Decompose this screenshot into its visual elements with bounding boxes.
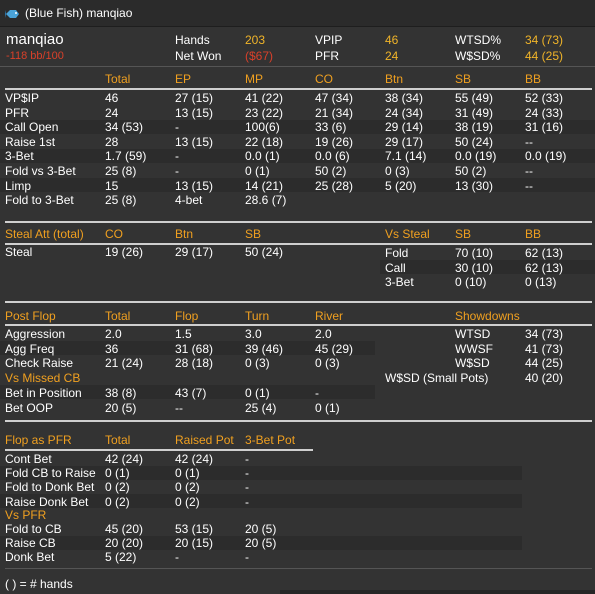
- missed-cb-row-label: Bet in Position: [5, 386, 82, 400]
- vs-pfr-row-label: Donk Bet: [5, 550, 55, 565]
- preflop-header-mp: MP: [245, 72, 263, 86]
- postflop-row-label: Check Raise: [5, 356, 74, 371]
- postflop-cell: 45 (29): [315, 341, 354, 356]
- preflop-cell: 13 (30): [455, 178, 494, 193]
- window-title: (Blue Fish) manqiao: [25, 6, 133, 20]
- vs-steal-cell: 0 (13): [525, 275, 557, 290]
- vs-pfr-cell: 45 (20): [105, 522, 144, 536]
- vs-steal-row-label: Call: [385, 260, 406, 275]
- postflop-header-flop: Flop: [175, 309, 199, 323]
- wsd-label: W$SD%: [455, 49, 501, 63]
- steal-header-sb: SB: [245, 227, 262, 241]
- flop-pfr-cell: -: [245, 480, 249, 495]
- preflop-header-btn: Btn: [385, 72, 404, 86]
- preflop-cell: 0 (1): [245, 164, 270, 178]
- postflop-cell: 3.0: [245, 327, 262, 341]
- preflop-cell: 0.0 (19): [455, 149, 497, 164]
- flop-pfr-header-total: Total: [105, 433, 131, 447]
- postflop-header-turn: Turn: [245, 309, 270, 323]
- postflop-cell: 28 (18): [175, 356, 214, 371]
- postflop-header-river: River: [315, 309, 344, 323]
- preflop-cell: 25 (8): [105, 193, 137, 208]
- preflop-cell: 24 (33): [525, 105, 564, 120]
- flop-pfr-cell: -: [245, 494, 249, 509]
- steal-bottom-rule: [5, 301, 592, 303]
- footer-note: ( ) = # hands: [5, 577, 73, 591]
- vs-pfr-cell: 20 (5): [245, 522, 277, 536]
- vs-steal-cell: 0 (10): [455, 275, 487, 290]
- showdown-label: WWSF: [455, 341, 493, 356]
- vs-pfr-cell: 20 (5): [245, 536, 277, 551]
- preflop-cell: 100(6): [245, 120, 280, 135]
- preflop-cell: 52 (33): [525, 91, 564, 105]
- missed-cb-cell: 38 (8): [105, 386, 137, 400]
- preflop-cell: 7.1 (14): [385, 149, 427, 164]
- fish-icon: [5, 8, 20, 20]
- preflop-cell: 29 (14): [385, 120, 424, 135]
- footer-shade: [280, 590, 595, 594]
- vs-steal-header-bb: BB: [525, 227, 542, 241]
- preflop-cell: 28: [105, 134, 119, 149]
- vs-steal-row-label: Fold: [385, 246, 409, 260]
- missed-cb-cell: -: [315, 386, 319, 400]
- vs-pfr-row-label: Fold to CB: [5, 522, 62, 536]
- preflop-cell: 0 (3): [385, 164, 410, 178]
- vs-pfr-cell: 20 (20): [105, 536, 144, 551]
- showdown-label: W$SD: [455, 356, 490, 371]
- preflop-cell: 31 (16): [525, 120, 564, 135]
- missed-cb-cell: 0 (1): [245, 386, 270, 400]
- vs-steal-title: Vs Steal: [385, 227, 430, 241]
- flop-pfr-cell: 0 (2): [175, 494, 200, 509]
- preflop-cell: 34 (53): [105, 120, 144, 135]
- vs-pfr-cell: 53 (15): [175, 522, 214, 536]
- preflop-header-bb: BB: [525, 72, 542, 86]
- flop-pfr-cell: -: [245, 452, 249, 466]
- vs-pfr-cell: 5 (22): [105, 550, 137, 565]
- steal-header-btn: Btn: [175, 227, 194, 241]
- preflop-row-label: Limp: [5, 178, 32, 193]
- missed-cb-cell: 25 (4): [245, 400, 277, 415]
- preflop-cell: 38 (19): [455, 120, 494, 135]
- preflop-cell: 0.0 (1): [245, 149, 280, 164]
- postflop-cell: 0 (3): [245, 356, 270, 371]
- showdown-label: WTSD: [455, 327, 491, 341]
- pfr-label: PFR: [315, 49, 339, 63]
- preflop-row-label: Fold vs 3-Bet: [5, 164, 76, 178]
- preflop-cell: 29 (17): [385, 134, 424, 149]
- preflop-cell: 13 (15): [175, 134, 214, 149]
- preflop-cell: 4-bet: [175, 193, 203, 208]
- preflop-cell: 19 (26): [315, 134, 354, 149]
- steal-co-value: 19 (26): [105, 245, 144, 259]
- flop-pfr-cell: 0 (2): [175, 480, 200, 495]
- row-band: [0, 120, 595, 134]
- wtsd-value: 34 (73): [525, 33, 564, 47]
- preflop-cell: 13 (15): [175, 105, 214, 120]
- missed-cb-cell: 0 (1): [315, 400, 340, 415]
- preflop-header-sb: SB: [455, 72, 472, 86]
- preflop-cell: 0.0 (6): [315, 149, 350, 164]
- steal-sb-value: 50 (24): [245, 245, 284, 259]
- preflop-cell: 50 (2): [455, 164, 487, 178]
- vpip-value: 46: [385, 33, 399, 47]
- row-band: [0, 149, 595, 163]
- flop-pfr-cell: 42 (24): [175, 452, 214, 466]
- showdown-value: 44 (25): [525, 356, 564, 371]
- postflop-row-label: Aggression: [5, 327, 66, 341]
- flop-pfr-cell: 0 (2): [105, 494, 130, 509]
- preflop-cell: --: [525, 134, 533, 149]
- player-name: manqiao: [6, 31, 64, 48]
- preflop-cell: 24 (34): [385, 105, 424, 120]
- vs-steal-header-sb: SB: [455, 227, 472, 241]
- preflop-header-ep: EP: [175, 72, 192, 86]
- missed-cb-cell: 20 (5): [105, 400, 137, 415]
- steal-header-co: CO: [105, 227, 123, 241]
- preflop-cell: 15: [105, 178, 119, 193]
- footer-divider: [5, 568, 592, 569]
- steal-row-label: Steal: [5, 245, 33, 259]
- missed-cb-cell: 43 (7): [175, 386, 207, 400]
- preflop-cell: 13 (15): [175, 178, 214, 193]
- flop-pfr-cell: -: [245, 466, 249, 481]
- net-won-value: ($67): [245, 49, 274, 63]
- preflop-cell: 0.0 (19): [525, 149, 567, 164]
- flop-pfr-cell: 0 (1): [175, 466, 200, 481]
- hands-label: Hands: [175, 33, 210, 47]
- vs-pfr-cell: -: [175, 550, 179, 565]
- preflop-row-label: Fold to 3-Bet: [5, 193, 74, 208]
- preflop-cell: 31 (49): [455, 105, 494, 120]
- flop-pfr-cell: 0 (1): [105, 466, 130, 481]
- postflop-cell: 2.0: [105, 327, 122, 341]
- preflop-cell: -: [175, 164, 179, 178]
- showdown-label: W$SD (Small Pots): [385, 370, 489, 385]
- preflop-cell: 5 (20): [385, 178, 417, 193]
- vs-steal-cell: 30 (10): [455, 260, 494, 275]
- vs-steal-cell: 62 (13): [525, 246, 564, 260]
- vs-pfr-row-label: Raise CB: [5, 536, 56, 551]
- wtsd-label: WTSD%: [455, 33, 501, 47]
- preflop-header-total: Total: [105, 72, 131, 86]
- preflop-cell: 41 (22): [245, 91, 284, 105]
- postflop-cell: 31 (68): [175, 341, 214, 356]
- preflop-cell: 47 (34): [315, 91, 354, 105]
- missed-cb-title: Vs Missed CB: [5, 371, 81, 385]
- steal-btn-value: 29 (17): [175, 245, 214, 259]
- preflop-cell: -: [175, 149, 179, 164]
- postflop-bottom-rule: [5, 420, 592, 422]
- preflop-cell: 22 (18): [245, 134, 284, 149]
- vs-pfr-cell: 20 (15): [175, 536, 214, 551]
- preflop-header-co: CO: [315, 72, 333, 86]
- hands-value: 203: [245, 33, 266, 47]
- preflop-cell: -: [175, 120, 179, 135]
- net-won-label: Net Won: [175, 49, 222, 63]
- preflop-cell: 25 (28): [315, 178, 354, 193]
- preflop-cell: 28.6 (7): [245, 193, 287, 208]
- flop-pfr-row-label: Raise Donk Bet: [5, 494, 89, 509]
- preflop-cell: 24: [105, 105, 119, 120]
- preflop-cell: 25 (8): [105, 164, 137, 178]
- postflop-row-label: Agg Freq: [5, 341, 55, 356]
- preflop-cell: 1.7 (59): [105, 149, 147, 164]
- postflop-cell: 1.5: [175, 327, 192, 341]
- preflop-cell: 50 (2): [315, 164, 347, 178]
- flop-pfr-header-rule: [5, 449, 313, 451]
- missed-cb-row-label: Bet OOP: [5, 400, 54, 415]
- vpip-label: VPIP: [315, 33, 343, 47]
- showdown-value: 40 (20): [525, 370, 564, 385]
- vs-steal-cell: 62 (13): [525, 260, 564, 275]
- missed-cb-cell: --: [175, 400, 183, 415]
- preflop-row-label: PFR: [5, 105, 29, 120]
- postflop-cell: 0 (3): [315, 356, 340, 371]
- postflop-cell: 36: [105, 341, 119, 356]
- flop-pfr-row-label: Cont Bet: [5, 452, 52, 466]
- preflop-cell: 23 (22): [245, 105, 284, 120]
- flop-pfr-cell: 0 (2): [105, 480, 130, 495]
- preflop-row-label: Call Open: [5, 120, 59, 135]
- flop-pfr-cell: 42 (24): [105, 452, 144, 466]
- vs-pfr-title: Vs PFR: [5, 508, 47, 522]
- pfr-value: 24: [385, 49, 399, 63]
- postflop-header-total: Total: [105, 309, 131, 323]
- preflop-cell: 50 (24): [455, 134, 494, 149]
- preflop-cell: 55 (49): [455, 91, 494, 105]
- showdowns-title: Showdowns: [455, 309, 520, 323]
- preflop-cell: 38 (34): [385, 91, 424, 105]
- preflop-cell: 21 (34): [315, 105, 354, 120]
- postflop-cell: 21 (24): [105, 356, 144, 371]
- preflop-bottom-rule: [5, 221, 592, 223]
- postflop-header-rule: [5, 324, 592, 326]
- header-divider: [0, 66, 595, 67]
- postflop-cell: 2.0: [315, 327, 332, 341]
- vs-steal-cell: 70 (10): [455, 246, 494, 260]
- flop-pfr-row-label: Fold CB to Raise: [5, 466, 96, 481]
- preflop-cell: --: [525, 178, 533, 193]
- flop-pfr-title: Flop as PFR: [5, 433, 72, 447]
- showdown-value: 34 (73): [525, 327, 564, 341]
- preflop-cell: --: [525, 164, 533, 178]
- vs-steal-row-label: 3-Bet: [385, 275, 414, 290]
- preflop-header-rule: [5, 88, 592, 90]
- preflop-row-label: Raise 1st: [5, 134, 56, 149]
- preflop-row-label: 3-Bet: [5, 149, 34, 164]
- vs-pfr-cell: -: [245, 550, 249, 565]
- preflop-cell: 14 (21): [245, 178, 284, 193]
- flop-pfr-header-raised-pot: Raised Pot: [175, 433, 234, 447]
- bb-per-100: -118 bb/100: [6, 50, 64, 62]
- preflop-cell: 27 (15): [175, 91, 214, 105]
- flop-pfr-header-3bet-pot: 3-Bet Pot: [245, 433, 296, 447]
- steal-title: Steal Att (total): [5, 227, 84, 241]
- postflop-cell: 39 (46): [245, 341, 284, 356]
- preflop-row-label: VP$IP: [5, 91, 40, 105]
- wsd-value: 44 (25): [525, 49, 564, 63]
- flop-pfr-row-label: Fold to Donk Bet: [5, 480, 95, 495]
- postflop-title: Post Flop: [5, 309, 56, 323]
- preflop-cell: 46: [105, 91, 119, 105]
- preflop-cell: 33 (6): [315, 120, 347, 135]
- showdown-value: 41 (73): [525, 341, 564, 356]
- steal-header-rule: [5, 243, 592, 245]
- row-band: [0, 178, 595, 192]
